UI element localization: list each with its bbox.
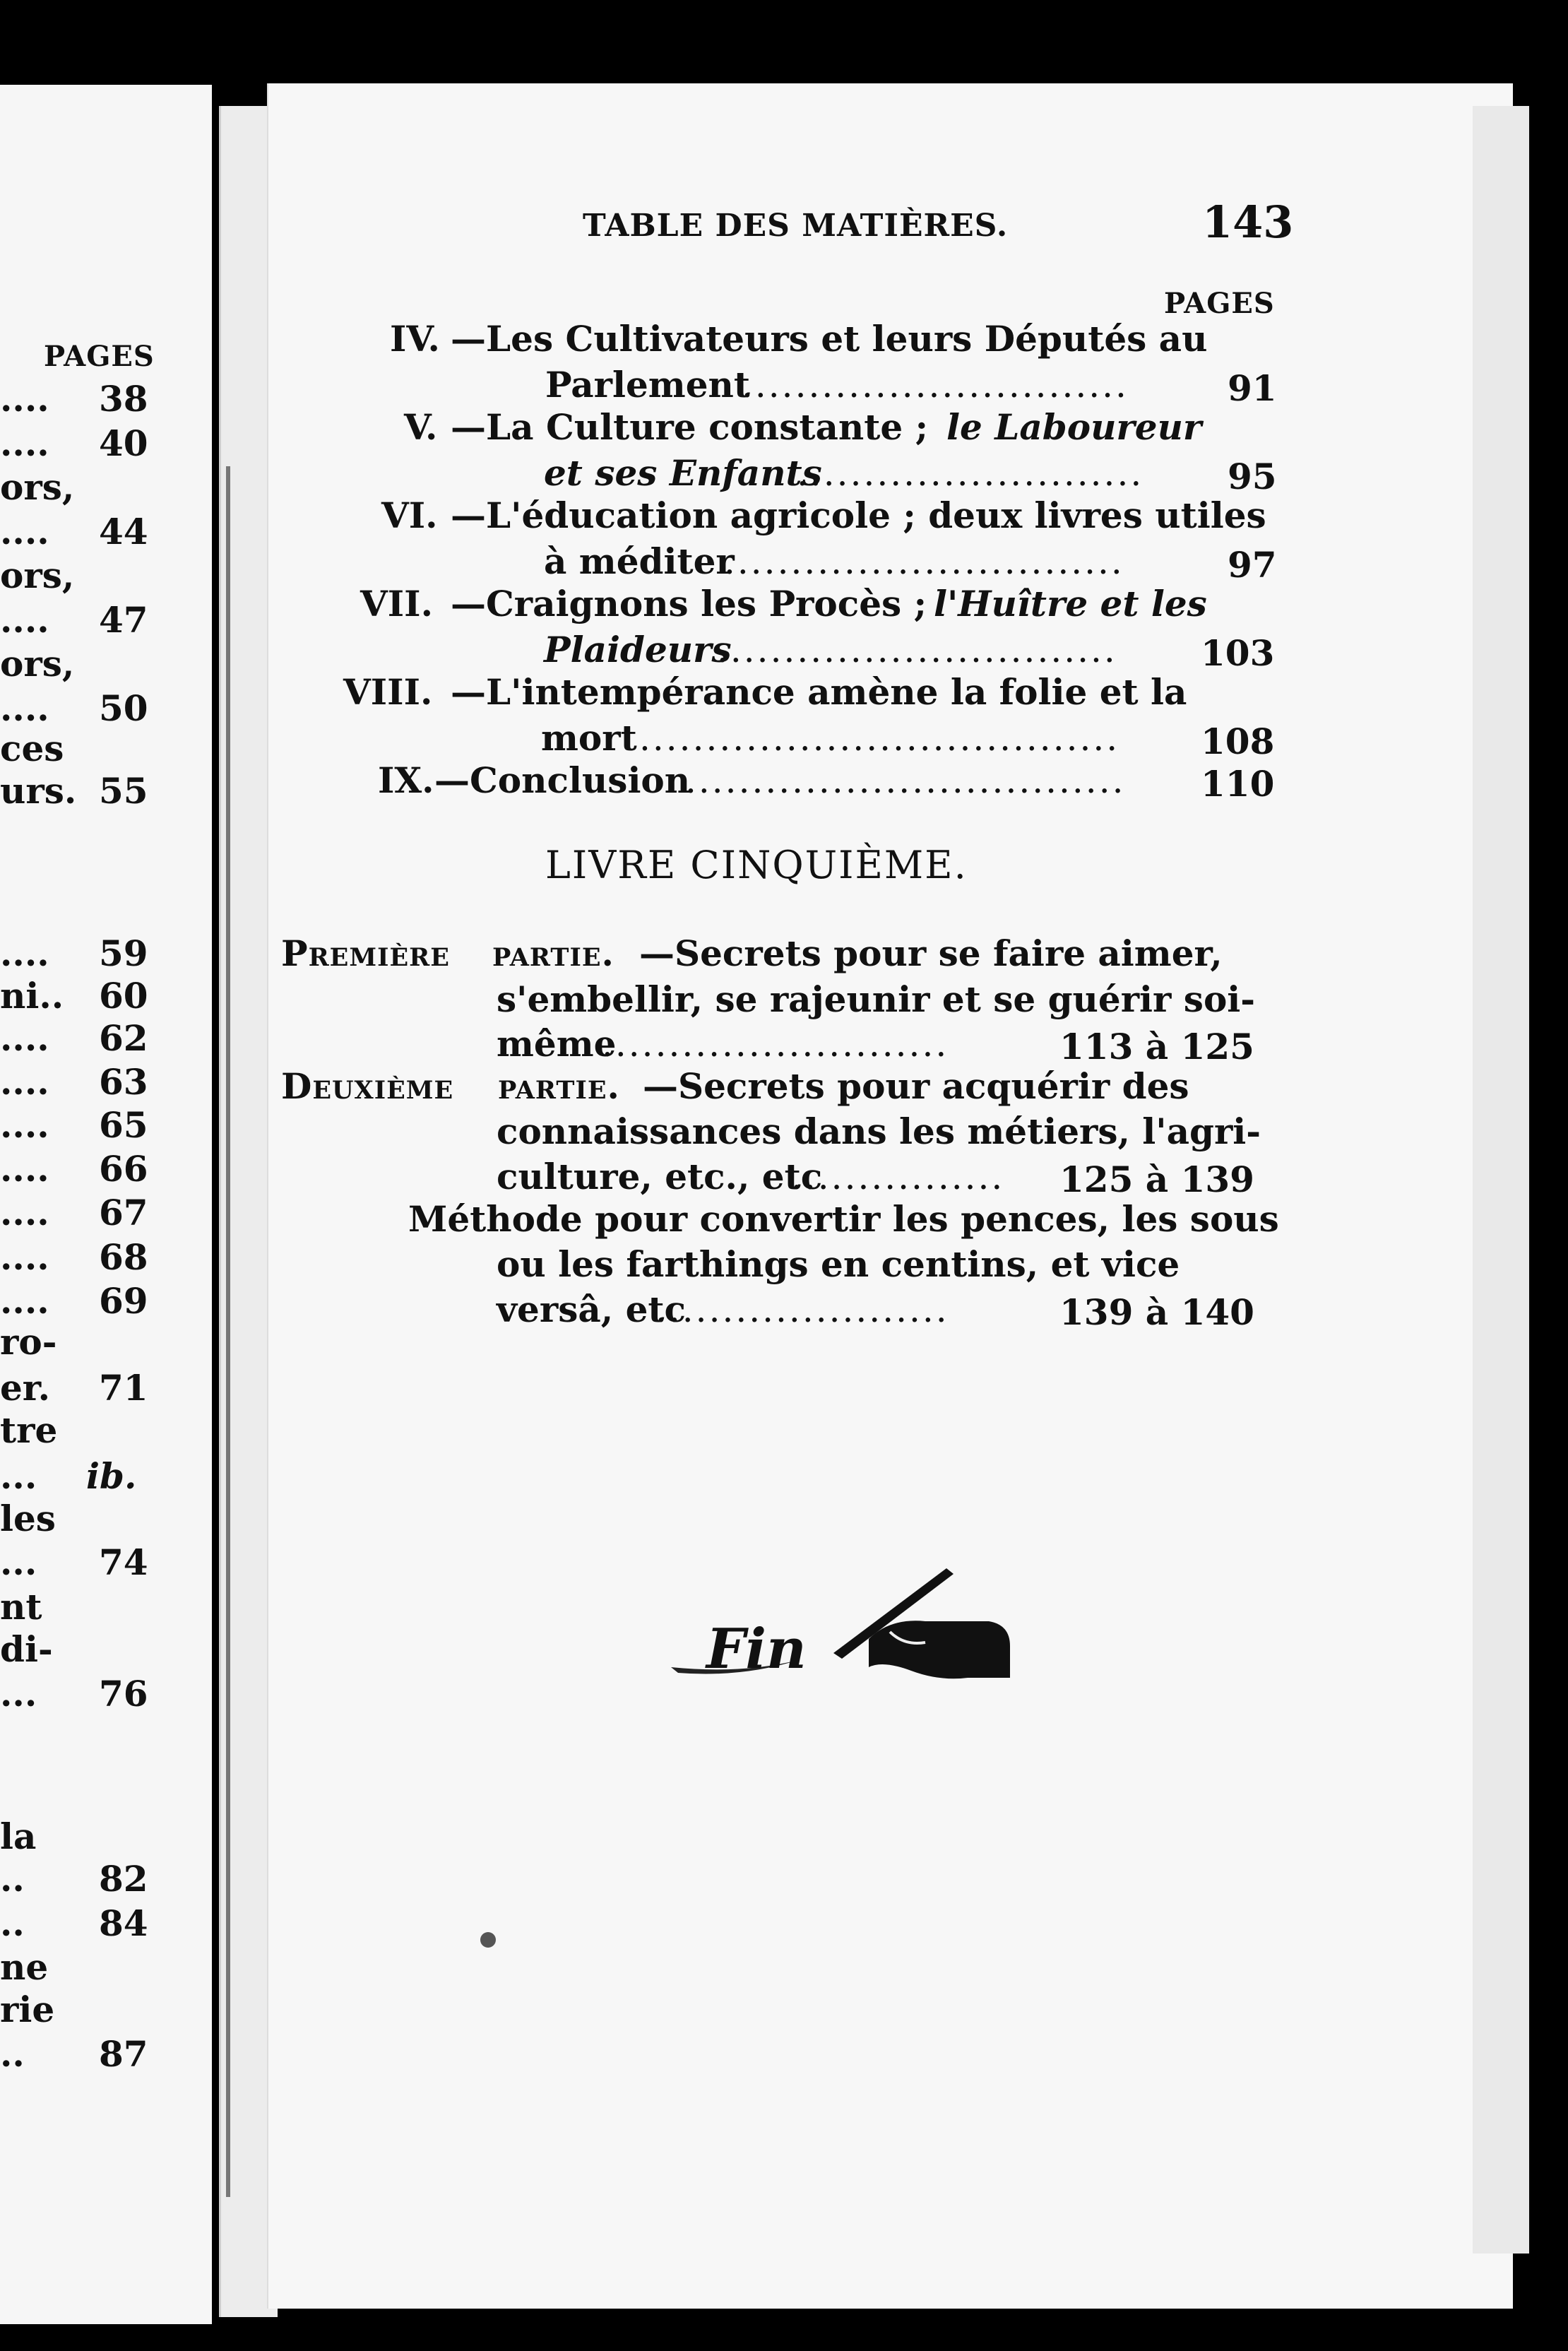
leader-dots: ...................... <box>655 1289 949 1330</box>
left-fragment-page: 59 <box>99 932 148 974</box>
leader-dots: .......................... <box>602 1024 949 1065</box>
left-fragment-page: 40 <box>99 422 148 464</box>
leader-dots: ............................. <box>742 365 1129 405</box>
entry-title: —Conclusion <box>434 759 691 801</box>
entry-title: —L'intempérance amène la folie et la <box>451 671 1187 713</box>
method-line: versâ, etc <box>497 1289 686 1330</box>
left-fragment-page: 84 <box>99 1902 148 1944</box>
left-fragment-page: 47 <box>99 599 148 641</box>
left-fragment-text: nt <box>0 1586 42 1628</box>
previous-page <box>0 85 212 2324</box>
method-line: ou les farthings en centins, et vice <box>497 1243 1180 1285</box>
entry-number: VII. <box>360 583 433 624</box>
left-fragment-text: tre <box>0 1409 58 1451</box>
left-fragment-page: 38 <box>99 378 148 420</box>
left-fragment-page: 76 <box>99 1673 148 1715</box>
left-fragment-page: 55 <box>99 770 148 812</box>
left-fragment-text: les <box>0 1498 56 1539</box>
left-fragment-page: 87 <box>99 2033 148 2075</box>
left-fragment-page: 71 <box>99 1367 148 1409</box>
part-pages: 113 à 125 <box>1059 1026 1254 1067</box>
entry-page: 95 <box>1228 456 1277 497</box>
entry-title-cont: Parlement <box>545 364 750 405</box>
entry-page: 110 <box>1201 763 1275 805</box>
left-fragment-page: 74 <box>99 1541 148 1583</box>
left-fragment-text: .... <box>0 1192 49 1233</box>
ink-spot <box>480 1932 496 1948</box>
part-label: Deuxième <box>281 1065 454 1107</box>
left-fragment-text: .... <box>0 687 49 729</box>
leader-dots: .................................... <box>639 718 1120 759</box>
entry-title-cont: à méditer <box>544 540 735 582</box>
left-fragment-text: ... <box>0 1455 37 1497</box>
left-fragment-text: ces <box>0 728 64 769</box>
left-fragment-page: 68 <box>99 1236 148 1278</box>
entry-number: IX. <box>378 759 434 801</box>
left-fragment-page: 82 <box>99 1858 148 1900</box>
left-fragment-page: 67 <box>99 1192 148 1233</box>
entry-title: —Les Cultivateurs et leurs Députés au <box>451 318 1208 360</box>
leader-dots: ................................. <box>685 760 1126 801</box>
entry-number: VI. <box>381 495 438 536</box>
left-fragment-text: .. <box>0 1902 25 1944</box>
entry-title: —La Culture constante ; <box>451 406 929 448</box>
fin-vignette <box>657 1554 1052 1695</box>
left-fragment-text: .... <box>0 932 49 974</box>
entry-title: —Craignons les Procès ; <box>451 583 927 624</box>
entry-number: V. <box>404 406 438 448</box>
entry-page: 97 <box>1228 544 1277 586</box>
left-fragment-text: .... <box>0 1061 49 1103</box>
left-fragment-page: 62 <box>99 1017 148 1059</box>
left-fragment-text: ors, <box>0 643 75 685</box>
left-fragment-text: .... <box>0 1017 49 1059</box>
left-fragment-text: di- <box>0 1628 53 1670</box>
left-fragment-page: ib. <box>86 1455 137 1497</box>
pages-label: PAGES <box>1164 287 1275 320</box>
left-fragment-text: .... <box>0 1280 49 1322</box>
part-line: connaissances dans les métiers, l'agri- <box>497 1111 1261 1152</box>
page-number: 143 <box>1202 196 1294 248</box>
left-fragment-text: ... <box>0 1673 37 1715</box>
left-fragment-text: urs. <box>0 770 77 812</box>
entry-page: 91 <box>1228 367 1277 409</box>
left-fragment-text: la <box>0 1816 37 1857</box>
left-fragment-page: 60 <box>99 975 148 1017</box>
left-fragment-page: 65 <box>99 1104 148 1146</box>
left-fragment-text: rie <box>0 1989 55 2030</box>
leader-dots: ................ <box>791 1156 1005 1197</box>
part-line: culture, etc., etc <box>497 1156 823 1197</box>
method-line: Méthode pour convertir les pences, les sous <box>408 1198 1279 1240</box>
entry-number: IV. <box>390 318 440 360</box>
page-edge <box>1473 106 1529 2254</box>
left-fragment-page: 66 <box>99 1148 148 1190</box>
left-fragment-text: .... <box>0 378 49 420</box>
left-fragment-page: 69 <box>99 1280 148 1322</box>
entry-page: 108 <box>1201 721 1275 762</box>
left-pages-label: PAGES <box>44 340 155 373</box>
left-fragment-text: .... <box>0 1236 49 1278</box>
entry-number: VIII. <box>343 671 433 713</box>
entry-page: 103 <box>1201 632 1275 674</box>
part-label-2: partie. <box>498 1065 620 1107</box>
left-fragment-text: ro- <box>0 1321 57 1363</box>
leader-dots: .......................... <box>797 453 1144 494</box>
entry-title: —L'éducation agricole ; deux livres utiles <box>451 495 1266 536</box>
left-fragment-text: ... <box>0 1541 37 1583</box>
running-title: TABLE DES MATIÈRES. <box>583 208 1009 244</box>
left-fragment-text: ni.. <box>0 975 64 1017</box>
entry-title-cont: mort <box>541 717 637 759</box>
left-fragment-page: 50 <box>99 687 148 729</box>
left-fragment-text: .. <box>0 2033 25 2075</box>
leader-dots: .............................. <box>724 541 1124 582</box>
left-fragment-text: .... <box>0 422 49 464</box>
left-fragment-page: 44 <box>99 511 148 552</box>
fin-text: Fin <box>706 1617 807 1681</box>
part-line: —Secrets pour acquérir des <box>643 1065 1189 1107</box>
entry-title-italic: le Laboureur <box>946 406 1202 448</box>
left-fragment-text: .. <box>0 1858 25 1900</box>
entry-title-cont: Plaideurs <box>544 629 732 670</box>
part-line: même <box>497 1023 617 1065</box>
entry-title-cont: et ses Enfants <box>544 452 822 494</box>
left-fragment-text: .... <box>0 511 49 552</box>
entry-title-italic: l'Huître et les <box>934 583 1207 624</box>
part-pages: 125 à 139 <box>1059 1159 1254 1200</box>
left-fragment-text: .... <box>0 1148 49 1190</box>
page-spine <box>226 466 230 2197</box>
part-label: Première <box>281 932 450 974</box>
left-fragment-text: er. <box>0 1367 50 1409</box>
left-fragment-page: 63 <box>99 1061 148 1103</box>
left-fragment-text: ne <box>0 1946 49 1988</box>
leader-dots: .............................. <box>717 629 1117 670</box>
left-fragment-text: ors, <box>0 466 75 508</box>
part-line: s'embellir, se rajeunir et se guérir soi- <box>497 978 1256 1020</box>
part-line: —Secrets pour se faire aimer, <box>639 932 1223 974</box>
method-pages: 139 à 140 <box>1059 1291 1254 1333</box>
book-heading: LIVRE CINQUIÈME. <box>545 843 968 887</box>
part-label-2: partie. <box>492 932 614 974</box>
left-fragment-text: .... <box>0 1104 49 1146</box>
left-fragment-text: .... <box>0 599 49 641</box>
left-fragment-text: ors, <box>0 555 75 596</box>
